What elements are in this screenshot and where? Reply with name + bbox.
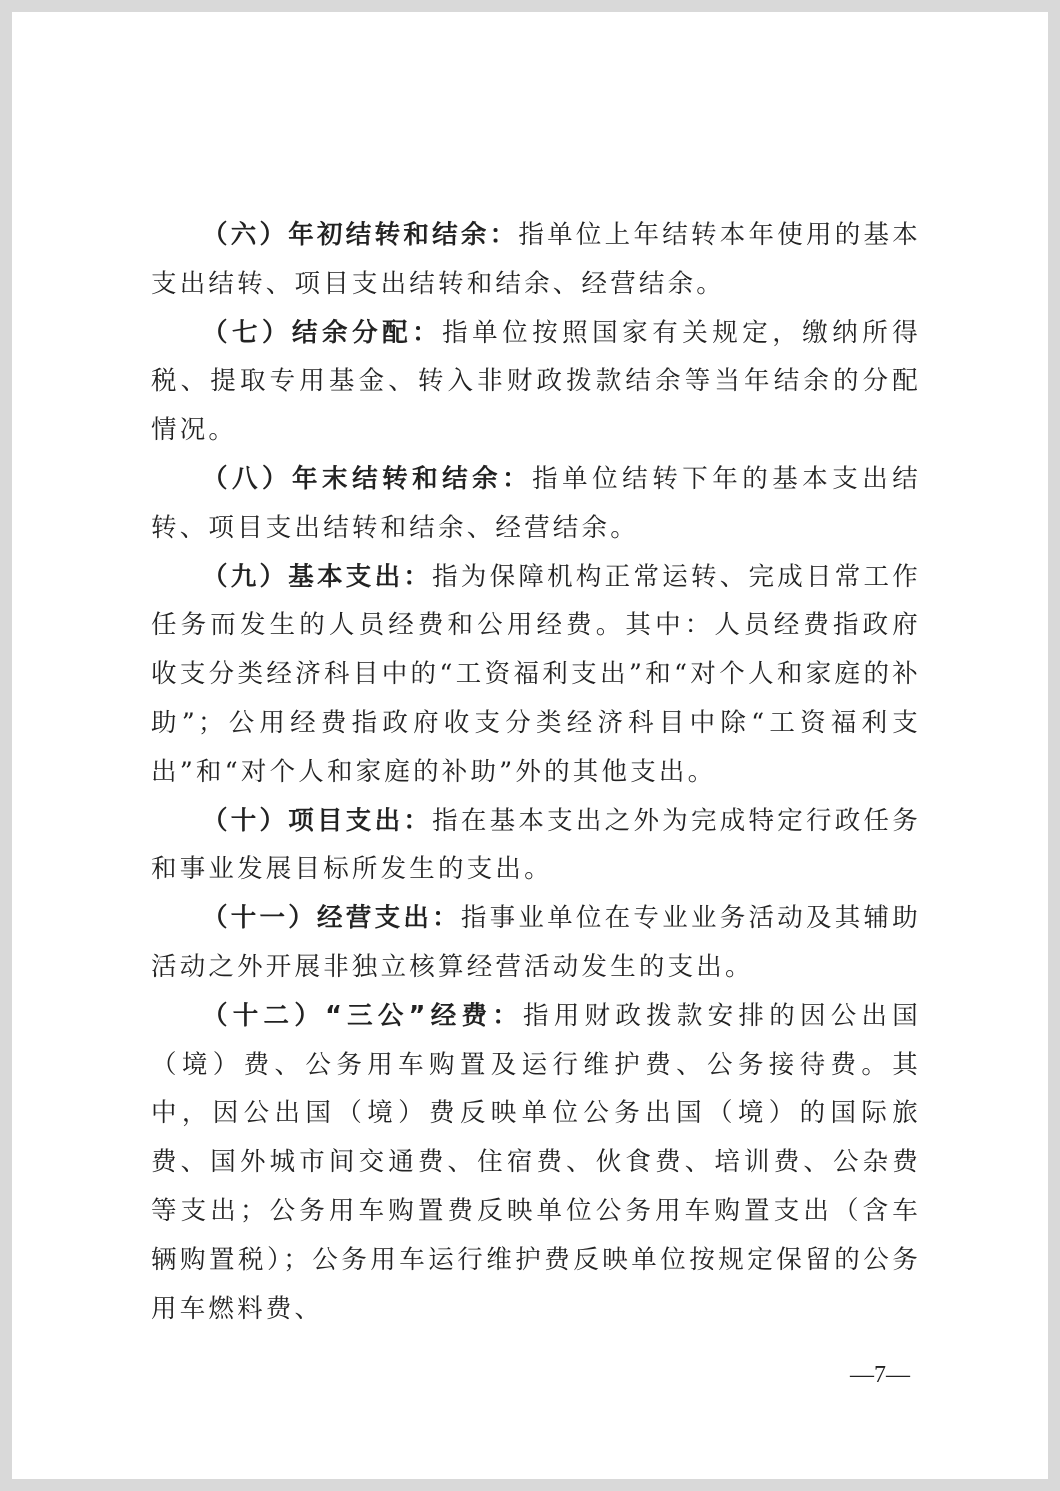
paragraph-9-heading: （九）基本支出： <box>202 561 433 592</box>
paragraph-10 <box>151 797 921 895</box>
paragraph-11-heading: （十一）经营支出： <box>202 903 461 934</box>
paragraph-6-heading: （六）年初结转和结余： <box>202 220 519 250</box>
paragraph-10-heading: （十）项目支出： <box>202 805 433 836</box>
paragraph-8 <box>151 455 921 553</box>
paragraph-12-body: 指用财政拨款安排的因公出国（境）费、公务用车购置及运行维护费、公务接待费。其中，因公出国（境）费反映单位公务出国（境）的国际旅费、国外城市间交通费、住宿费、伙食费、培训费、公杂费等支出；公务用车购置费反映单位公务用车购置支出（含车辆购置税）；公务用车运行维护费反映单位按规定保留的公务用车燃料费、 <box>151 1000 921 1324</box>
paragraph-8-heading: （八）年末结转和结余： <box>202 463 533 494</box>
document-body <box>151 211 921 1333</box>
paragraph-7-body: 指单位按照国家有关规定，缴纳所得税、提取专用基金、转入非财政拨款结余等当年结余的分配情况。 <box>151 317 921 446</box>
paragraph-10-body: 指在基本支出之外为完成特定行政任务和事业发展目标所发生的支出。 <box>151 805 921 885</box>
paragraph-12-heading: （十二）“三公”经费： <box>202 1000 524 1031</box>
paragraph-11-body: 指事业单位在专业业务活动及其辅助活动之外开展非独立核算经营活动发生的支出。 <box>151 903 921 982</box>
paragraph-8-body: 指单位结转下年的基本支出结转、项目支出结转和结余、经营结余。 <box>151 463 921 543</box>
paragraph-7 <box>151 309 921 455</box>
paragraph-9 <box>151 553 921 797</box>
page-number: —7— <box>850 1362 910 1388</box>
paragraph-11 <box>151 894 921 992</box>
document-page <box>12 12 1048 1479</box>
paragraph-9-body: 指为保障机构正常运转、完成日常工作任务而发生的人员经费和公用经费。其中：人员经费指政府收支分类经济科目中的“工资福利支出”和“对个人和家庭的补助”；公用经费指政府收支分类经济科目中除“工资福利支出”和“对个人和家庭的补助”外的其他支出。 <box>151 561 921 787</box>
paragraph-6-body: 指单位上年结转本年使用的基本支出结转、项目支出结转和结余、经营结余。 <box>151 220 921 299</box>
paragraph-6 <box>151 211 921 309</box>
paragraph-12 <box>151 992 921 1334</box>
paragraph-7-heading: （七）结余分配： <box>202 317 443 348</box>
